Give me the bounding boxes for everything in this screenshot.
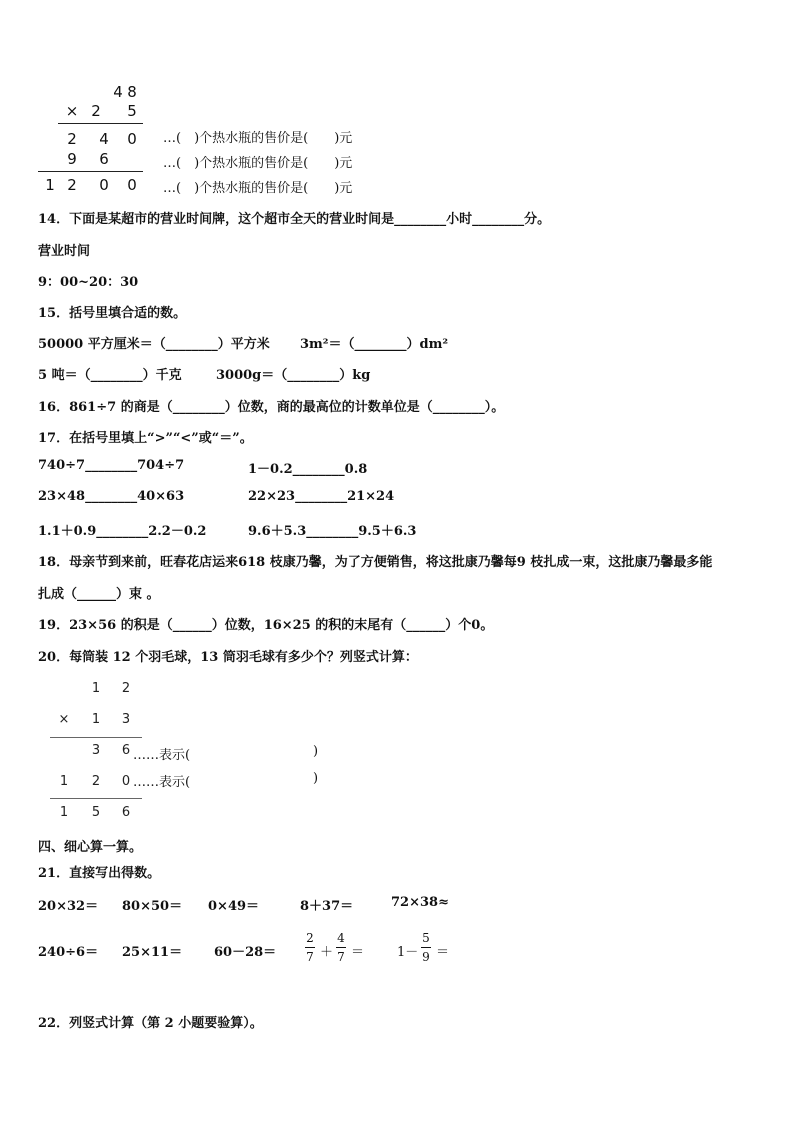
calc-item: 60－28＝ [214,945,277,960]
digit: 0 [127,130,137,148]
question-17-title: 17．在括号里填上“>”“<”或“＝”。 [38,431,253,446]
calc-item: 20×32＝ [38,899,99,914]
calc-item: 80×50＝ [122,899,183,914]
digit: 4 [113,83,123,101]
fraction-bar [336,947,346,948]
digit: 0 [121,774,131,789]
digit: 2 [91,102,101,120]
digit: 3 [91,743,101,758]
digit: 2 [121,681,131,696]
numerator: 4 [337,931,345,945]
sign-title: 营业时间 [38,244,91,259]
digit: 6 [121,743,131,758]
compare-item: 1.1＋0.9________2.2－0.2 [38,524,207,539]
digit: 1 [45,176,55,194]
denominator: 7 [306,950,314,964]
divider-line [58,123,143,124]
digit: 0 [99,176,109,194]
operator: ＋ [320,945,334,960]
compare-item: 9.6＋5.3________9.5＋6.3 [248,524,417,539]
calc-item: 240÷6＝ [38,945,99,960]
times-sign: × [58,712,70,727]
step-note: …( )个热水瓶的售价是( )元 [163,131,353,146]
compare-item: 23×48________40×63 [38,489,185,504]
question-18-line1: 18．母亲节到来前，旺春花店运来618 枝康乃馨，为了方便销售，将这批康乃馨每9 枝扎成一束，这批康乃馨最多能 [38,555,713,570]
digit: 6 [99,150,109,168]
question-20-title: 20．每筒装 12 个羽毛球，13 筒羽毛球有多少个？列竖式计算： [38,650,418,665]
digit: 8 [127,83,137,101]
question-22: 22．列竖式计算（第 2 小题要验算）。 [38,1016,263,1031]
question-21-title: 21．直接写出得数。 [38,866,161,881]
question-15-title: 15．括号里填合适的数。 [38,306,187,321]
question-15-a: 50000 平方厘米＝（________）平方米 [38,337,270,352]
divider-line [50,737,142,738]
numerator: 5 [422,931,430,945]
divider-line [38,171,143,172]
calc-item: 25×11＝ [122,945,183,960]
compare-item: 1－0.2________0.8 [248,462,368,477]
fraction-bar [421,947,431,948]
numerator: 2 [306,931,314,945]
step-note-end: ) [313,744,319,759]
expr-prefix: 1－ [397,945,419,960]
question-19: 19．23×56 的积是（______）位数，16×25 的积的末尾有（______）个0。 [38,618,494,633]
digit: 9 [67,150,77,168]
equals-sign: ＝ [351,945,365,960]
fraction-bar [305,947,315,948]
digit: 3 [121,712,131,727]
times-sign: × [65,102,79,120]
step-note: …( )个热水瓶的售价是( )元 [163,156,353,171]
digit: 2 [67,130,77,148]
calc-item: 72×38≈ [391,895,449,910]
question-14: 14．下面是某超市的营业时间牌，这个超市全天的营业时间是________小时________分。 [38,212,551,227]
fraction [421,931,431,964]
digit: 4 [99,130,109,148]
question-15-c: 5 吨＝（________）千克 [38,368,182,383]
compare-item: 22×23________21×24 [248,489,395,504]
denominator: 7 [337,950,345,964]
digit: 5 [91,805,101,820]
step-note: ……表示( [133,775,191,790]
question-15-d: 3000g＝（________）kg [216,368,371,383]
digit: 6 [121,805,131,820]
denominator: 9 [422,950,430,964]
question-15-b: 3m²＝（________）dm² [300,337,449,352]
fraction [336,931,346,964]
digit: 1 [91,681,101,696]
compare-item: 740÷7________704÷7 [38,458,185,473]
step-note: …( )个热水瓶的售价是( )元 [163,181,353,196]
digit: 1 [59,805,69,820]
fraction [305,931,315,964]
digit: 2 [67,176,77,194]
sign-hours: 9：00~20：30 [38,275,139,290]
divider-line [50,798,142,799]
question-18-line2: 扎成（______）束 。 [38,587,160,602]
calc-item: 0×49＝ [208,899,260,914]
question-16: 16．861÷7 的商是（________）位数，商的最高位的计数单位是（________）。 [38,400,505,415]
digit: 0 [127,176,137,194]
calc-item: 8＋37＝ [300,899,354,914]
digit: 1 [91,712,101,727]
section-heading: 四、细心算一算。 [38,840,143,855]
step-note-end: ) [313,771,319,786]
digit: 5 [127,102,137,120]
equals-sign: ＝ [436,945,450,960]
digit: 2 [91,774,101,789]
step-note: ……表示( [133,748,191,763]
digit: 1 [59,774,69,789]
